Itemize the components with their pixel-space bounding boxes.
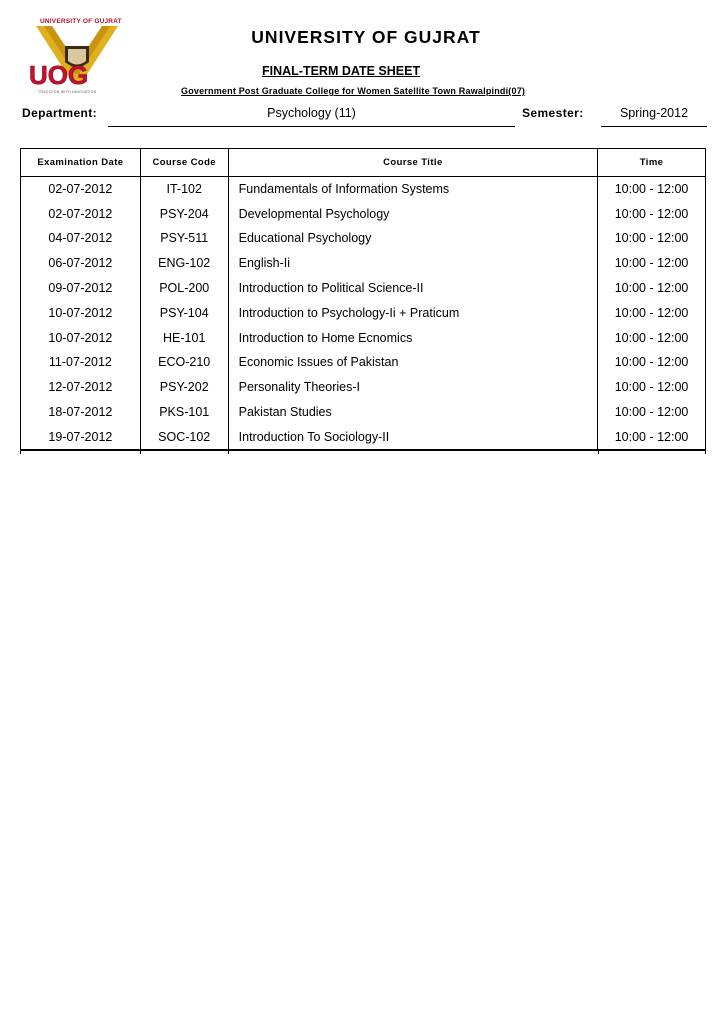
course-title-cell: Personality Theories-I [228,375,597,400]
college-name: Government Post Graduate College for Women Satellite Town Rawalpindi(07) [181,86,526,96]
course-code-cell: PSY-104 [140,300,228,325]
exam-date-cell: 06-07-2012 [21,251,141,276]
course-title-cell: Introduction To Sociology-II [228,424,597,449]
department-value: Psychology (11) [108,106,515,127]
course-code-cell: ECO-210 [140,350,228,375]
table-header-row [21,149,706,177]
course-code-cell: POL-200 [140,276,228,301]
course-title-cell: Introduction to Psychology-Ii + Praticum [228,300,597,325]
logo-mark-text: UOG [29,60,89,90]
semester-value: Spring-2012 [601,106,707,127]
course-title-cell: Pakistan Studies [228,400,597,425]
table-row [21,226,706,251]
course-code-cell: ENG-102 [140,251,228,276]
table-row [21,276,706,301]
time-cell: 10:00 - 12:00 [598,325,706,350]
table-row [21,177,706,202]
table-row [21,424,706,449]
column-header-date: Examination Date [21,149,141,177]
logo-bottom-text: TRADITION WITH INNOVATION [38,90,97,94]
course-code-cell: SOC-102 [140,424,228,449]
semester-label: Semester: [522,106,584,120]
table-row [21,201,706,226]
course-code-cell: IT-102 [140,177,228,202]
time-cell: 10:00 - 12:00 [598,251,706,276]
exam-title: FINAL-TERM DATE SHEET [262,64,421,78]
table-bottom-border [20,450,706,454]
course-title-cell: English-Ii [228,251,597,276]
exam-date-cell: 10-07-2012 [21,300,141,325]
exam-date-cell: 18-07-2012 [21,400,141,425]
course-title-cell: Economic Issues of Pakistan [228,350,597,375]
exam-date-cell: 19-07-2012 [21,424,141,449]
course-title-cell: Introduction to Political Science-II [228,276,597,301]
logo-top-text: UNIVERSITY OF GUJRAT [40,18,122,25]
column-header-title: Course Title [228,149,597,177]
course-code-cell: PSY-204 [140,201,228,226]
course-title-cell: Developmental Psychology [228,201,597,226]
exam-date-cell: 04-07-2012 [21,226,141,251]
time-cell: 10:00 - 12:00 [598,300,706,325]
department-label: Department: [22,106,98,120]
time-cell: 10:00 - 12:00 [598,375,706,400]
course-title-cell: Educational Psychology [228,226,597,251]
time-cell: 10:00 - 12:00 [598,276,706,301]
exam-date-cell: 02-07-2012 [21,177,141,202]
table-body [21,177,706,450]
exam-date-cell: 11-07-2012 [21,350,141,375]
time-cell: 10:00 - 12:00 [598,226,706,251]
course-code-cell: PSY-202 [140,375,228,400]
time-cell: 10:00 - 12:00 [598,350,706,375]
exam-date-cell: 10-07-2012 [21,325,141,350]
exam-date-cell: 12-07-2012 [21,375,141,400]
table-row [21,375,706,400]
exam-date-cell: 02-07-2012 [21,201,141,226]
column-header-time: Time [598,149,706,177]
date-sheet-table [20,148,706,450]
time-cell: 10:00 - 12:00 [598,201,706,226]
table-row [21,251,706,276]
course-code-cell: HE-101 [140,325,228,350]
time-cell: 10:00 - 12:00 [598,400,706,425]
course-code-cell: PKS-101 [140,400,228,425]
exam-date-cell: 09-07-2012 [21,276,141,301]
course-title-cell: Introduction to Home Ecnomics [228,325,597,350]
course-code-cell: PSY-511 [140,226,228,251]
table-row [21,300,706,325]
university-logo [22,14,132,92]
time-cell: 10:00 - 12:00 [598,424,706,449]
table-row [21,400,706,425]
table-row [21,350,706,375]
column-header-code: Course Code [140,149,228,177]
time-cell: 10:00 - 12:00 [598,177,706,202]
university-title: UNIVERSITY OF GUJRAT [251,27,481,47]
table-row [21,325,706,350]
course-title-cell: Fundamentals of Information Systems [228,177,597,202]
